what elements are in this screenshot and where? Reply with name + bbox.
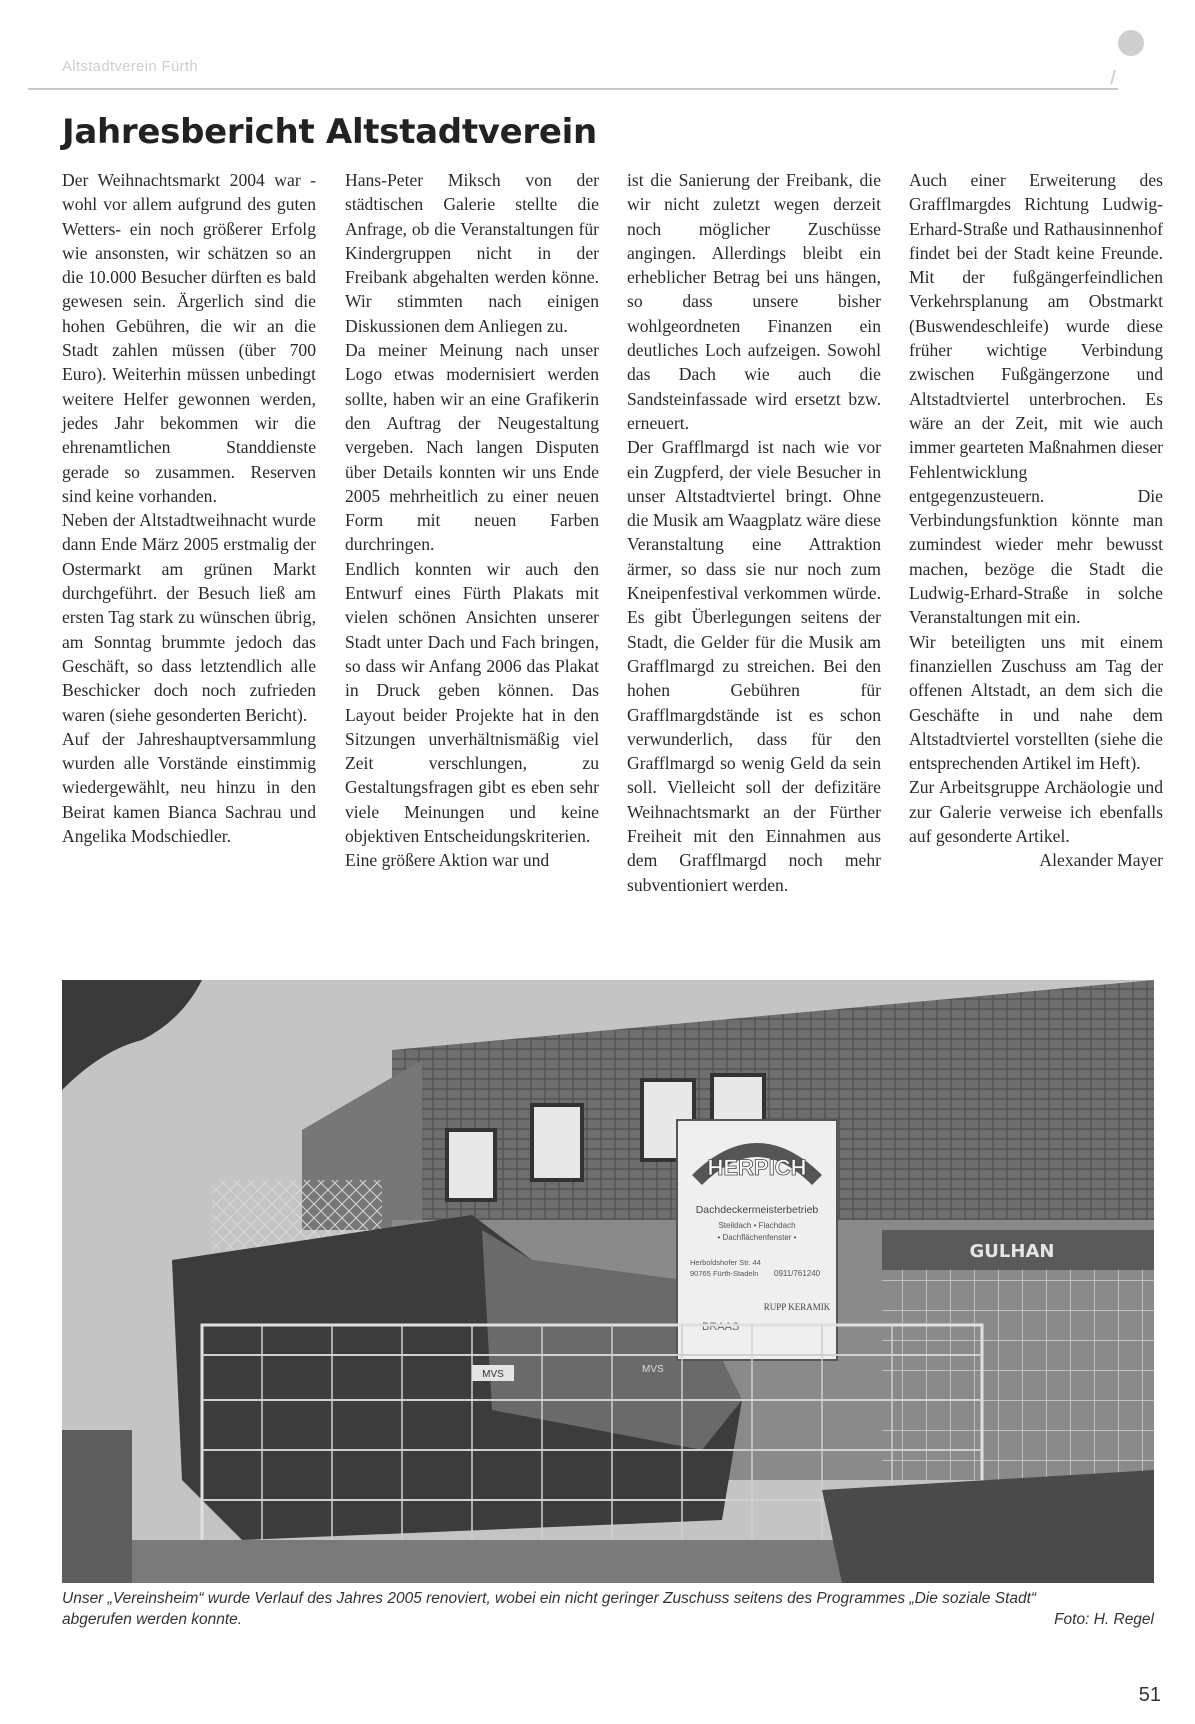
fence-tag: MVS <box>482 1369 504 1380</box>
shop-sign: GULHAN <box>969 1241 1055 1262</box>
photo-renovated-building <box>62 980 1154 1583</box>
fence-tag: MVS <box>642 1364 664 1375</box>
left-structure <box>62 1430 132 1583</box>
paragraph: ist die Sanierung der Freibank, die wir nicht zuletzt wegen derzeit noch möglicher Zuschüsse angingen. Allerdings bleibt ein erheblicher Betrag bei uns hängen, so dass unsere bisher wohlgeordneten Finanzen ein deutliches Loch aufzeigen. Sowohl das Dach wie auch die Sandsteinfassade wird ersetzt bzw. erneuert. <box>627 170 881 433</box>
paragraph: Endlich konnten wir auch den Entwurf eines Fürth Plakats mit vielen schönen Ansichten unserer Stadt unter Dach und Fach bringen, so dass wir Anfang 2006 das Plakat in Druck geben können. Das Layout beider Projekte hat in den Sitzungen unverhältnismäßig viel Zeit verschlungen, zu Gestaltungsfragen gibt es eben sehr viele Meinungen und keine objektiven Entscheidungskriterien. <box>345 558 599 847</box>
sign-brand-rupp: RUPP KERAMIK <box>763 1302 831 1312</box>
paragraph: Da meiner Meinung nach unser Logo etwas modernisiert werden sollte, haben wir an eine Grafikerin den Auftrag der Neugestaltung vergeben. Nach langen Disputen über Details konnten wir uns Ende 2005 mehrheitlich zu einer neuen Form mit neuen Farben durchringen. <box>345 340 599 555</box>
column-4 <box>909 168 1163 873</box>
article-title: Jahresbericht Altstadtverein <box>62 112 597 152</box>
paragraph: Hans-Peter Miksch von der städtischen Galerie stellte die Anfrage, ob die Veranstaltungen für Kindergruppen nicht in der Freibank abgehalten werden könne. Wir stimmten nach einigen Diskussionen dem Anliegen zu. <box>345 170 599 336</box>
sign-line1: Steildach • Flachdach <box>718 1221 796 1230</box>
paragraph: Zur Arbeitsgruppe Archäologie und zur Galerie verweise ich ebenfalls auf gesonderte Artikel. <box>909 777 1163 847</box>
header-ornament-tick <box>1110 70 1116 84</box>
paragraph: Neben der Altstadtweihnacht wurde dann Ende März 2005 erstmalig der Ostermarkt am grünen Markt durchgeführt. der Besuch ließ am ersten Tag stark zu wünschen übrig, am Sonntag brummte jedoch das Geschäft, so dass letztendlich alle Beschicker doch noch zufrieden waren (siehe gesonderten Bericht). <box>62 510 316 725</box>
column-1 <box>62 168 316 848</box>
paragraph: Auch einer Erweiterung des Grafflmargdes Richtung Ludwig-Erhard-Straße und Rathausinnenhof findet bei der Stadt keine Freunde. Mit der fußgängerfeindlichen Verkehrsplanung am Obstmarkt (Buswendeschleife) wurde diese früher wichtige Verbindung zwischen Fußgängerzone und Altstadtviertel unterbrochen. Es wäre an der Zeit, mit wie auch immer gearteten Maßnahmen dieser Fehlentwicklung entgegenzusteuern. Die Verbindungsfunktion könnte man zumindest wieder mehr bewusst machen, bezöge die Stadt die Ludwig-Erhard-Straße in solche Veranstaltungen mit ein. <box>909 170 1163 628</box>
paragraph: Der Grafflmargd ist nach wie vor ein Zugpferd, der viele Besucher in unser Altstadtviertel bringt. Ohne die Musik am Waagplatz wäre diese Veranstaltung eine Attraktion ärmer, so dass sie nur noch zum Kneipenfestival verkommen würde. Es gibt Überlegungen seitens der Stadt, die Gelder für die Musik am Grafflmargd zu streichen. Bei den hohen Gebühren für Grafflmargdstände ist es schon verwunderlich, dass für den Grafflmargd so wenig Geld da sein soll. Vielleicht soll der defizitäre Weihnachtsmarkt an der Fürther Freiheit mit den Einnahmen aus dem Grafflmargd noch mehr subventioniert werden. <box>627 437 881 895</box>
caption-text-end: abgerufen werden konnte. <box>62 1611 243 1628</box>
sign-line2: • Dachflächenfenster • <box>717 1233 797 1242</box>
sign-subtitle: Dachdeckermeisterbetrieb <box>695 1204 819 1216</box>
author-signature: Alexander Mayer <box>1039 850 1163 871</box>
paragraph: Der Weihnachtsmarkt 2004 war -wohl vor allem aufgrund des guten Wetters- ein noch größerer Erfolg wie ansonsten, wir schätzen so an die 10.000 Besucher dürften es bald gewesen sein. Ärgerlich sind die hohen Gebühren, die wir an die Stadt zahlen müssen (über 700 Euro). Weiterhin müssen unbedingt weitere Helfer gewonnen werden, jedes Jahr bekommen wir die ehrenamtlichen Standdienste gerade so zusammen. Reserven sind keine vorhanden. <box>62 170 316 506</box>
paragraph: Eine größere Aktion war und <box>345 850 550 871</box>
photo-illustration <box>62 980 1154 1583</box>
sign-company-name: HERPICH <box>707 1155 807 1180</box>
photo-credit: Foto: H. Regel <box>1054 1611 1154 1628</box>
caption-line-2 <box>62 1609 1154 1630</box>
sign-address: Herboldshofer Str. 44 <box>690 1258 761 1267</box>
photo-caption <box>62 1588 1154 1630</box>
article-body <box>62 168 1163 968</box>
paragraph: Wir beteiligten uns mit einem finanziellen Zuschuss am Tag der offenen Altstadt, an dem sich die Geschäfte in und nahe dem Altstadtviertel vorstellten (siehe die entsprechenden Artikel im Heft). <box>909 631 1163 774</box>
sign-city: 90765 Fürth-Stadeln <box>690 1269 759 1278</box>
sign-brand-braas: BRAAS <box>702 1321 740 1333</box>
header-rule <box>28 88 1118 90</box>
caption-line-1: Unser „Vereinsheim“ wurde Verlauf des Jahres 2005 renoviert, wobei ein nicht geringer Zuschuss seitens des Programmes „Die soziale Stadt“ <box>62 1590 1037 1607</box>
paragraph: Auf der Jahreshauptversammlung wurden alle Vorstände einstimmig wiedergewählt, neu hinzu in den Beirat kamen Bianca Sachrau und Angelika Modschiedler. <box>62 728 316 847</box>
column-3 <box>627 168 881 897</box>
header-ornament-dot <box>1118 30 1144 56</box>
page-number: 51 <box>1138 1684 1161 1706</box>
column-2 <box>345 168 599 873</box>
sign-phone: 0911/761240 <box>774 1269 821 1278</box>
running-header: Altstadtverein Fürth <box>62 58 199 75</box>
